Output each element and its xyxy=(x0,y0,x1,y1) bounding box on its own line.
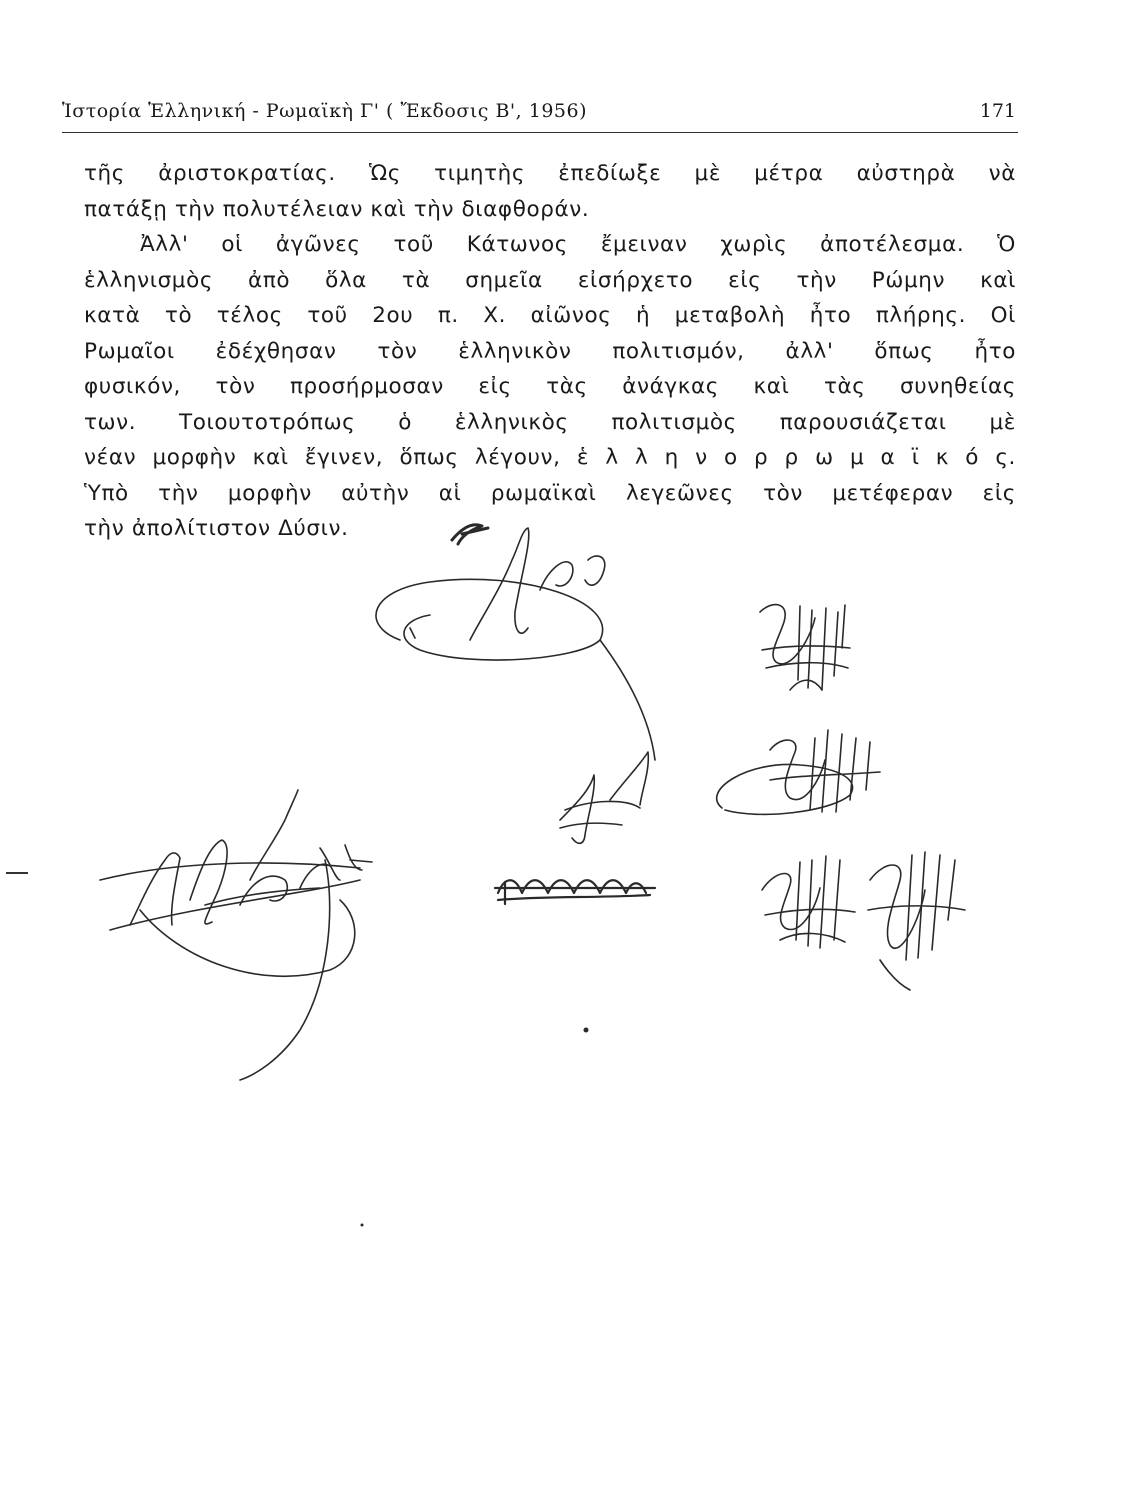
text-line: νέαν μορφὴν καὶ ἔγινεν, ὅπως λέγουν, ἑ λ λ η ν ο ρ ρ ω μ α ϊ κ ό ς. xyxy=(84,445,1016,470)
text-line: Ὑπὸ τὴν μορφὴν αὐτὴν αἱ ρωμαϊκαὶ λεγεῶνες τὸν μετέφεραν εἰς xyxy=(84,480,1016,506)
signature-6 xyxy=(100,790,372,1080)
signature-5 xyxy=(495,880,655,904)
text-line: φυσικόν, τὸν προσήρμοσαν εἰς τὰς ἀνάγκας καὶ τὰς συνηθείας xyxy=(84,374,1016,399)
text-line: τῆς ἀριστοκρατίας. Ὡς τιμητὴς ἐπεδίωξε μὲ μέτρα αὐστηρὰ νὰ xyxy=(84,161,1016,186)
page-number: 171 xyxy=(979,100,1016,122)
bleed-through-text xyxy=(480,540,1020,747)
text-line: Ἀλλ' οἱ ἀγῶνες τοῦ Κάτωνος ἔμειναν χωρὶς ἀποτέλεσμα. Ὁ xyxy=(140,232,1016,257)
text-line: κατὰ τὸ τέλος τοῦ 2ου π. Χ. αἰῶνος ἡ μεταβολὴ ἦτο πλήρης. Οἱ xyxy=(84,303,1016,328)
text-line: πατάξῃ τὴν πολυτέλειαν καὶ τὴν διαφθοράν. xyxy=(84,196,590,222)
text-line: τὴν ἀπολίτιστον Δύσιν. xyxy=(84,516,349,541)
text-line: των. Τοιουτοτρόπως ὁ ἑλληνικὸς πολιτισμὸς παρουσιάζεται μὲ xyxy=(84,409,1016,435)
margin-mark xyxy=(6,872,28,874)
body-paragraph xyxy=(84,156,1016,547)
text-line: ἑλληνισμὸς ἀπὸ ὅλα τὰ σημεῖα εἰσήρχετο εἰς τὴν Ρώμην καὶ xyxy=(84,267,1016,293)
signature-4 xyxy=(560,752,648,843)
signature-7 xyxy=(762,852,965,990)
ink-dot xyxy=(584,1028,589,1033)
ink-dot xyxy=(361,1224,364,1227)
text-line: Ρωμαῖοι ἐδέχθησαν τὸν ἑλληνικὸν πολιτισμόν, ἀλλ' ὅπως ἦτο xyxy=(84,338,1016,364)
running-header xyxy=(62,98,1018,133)
running-title: Ἱστορία Ἑλληνική - Ρωμαϊκὴ Γ' ( Ἔκδοσις Β', 1956) xyxy=(62,100,587,122)
